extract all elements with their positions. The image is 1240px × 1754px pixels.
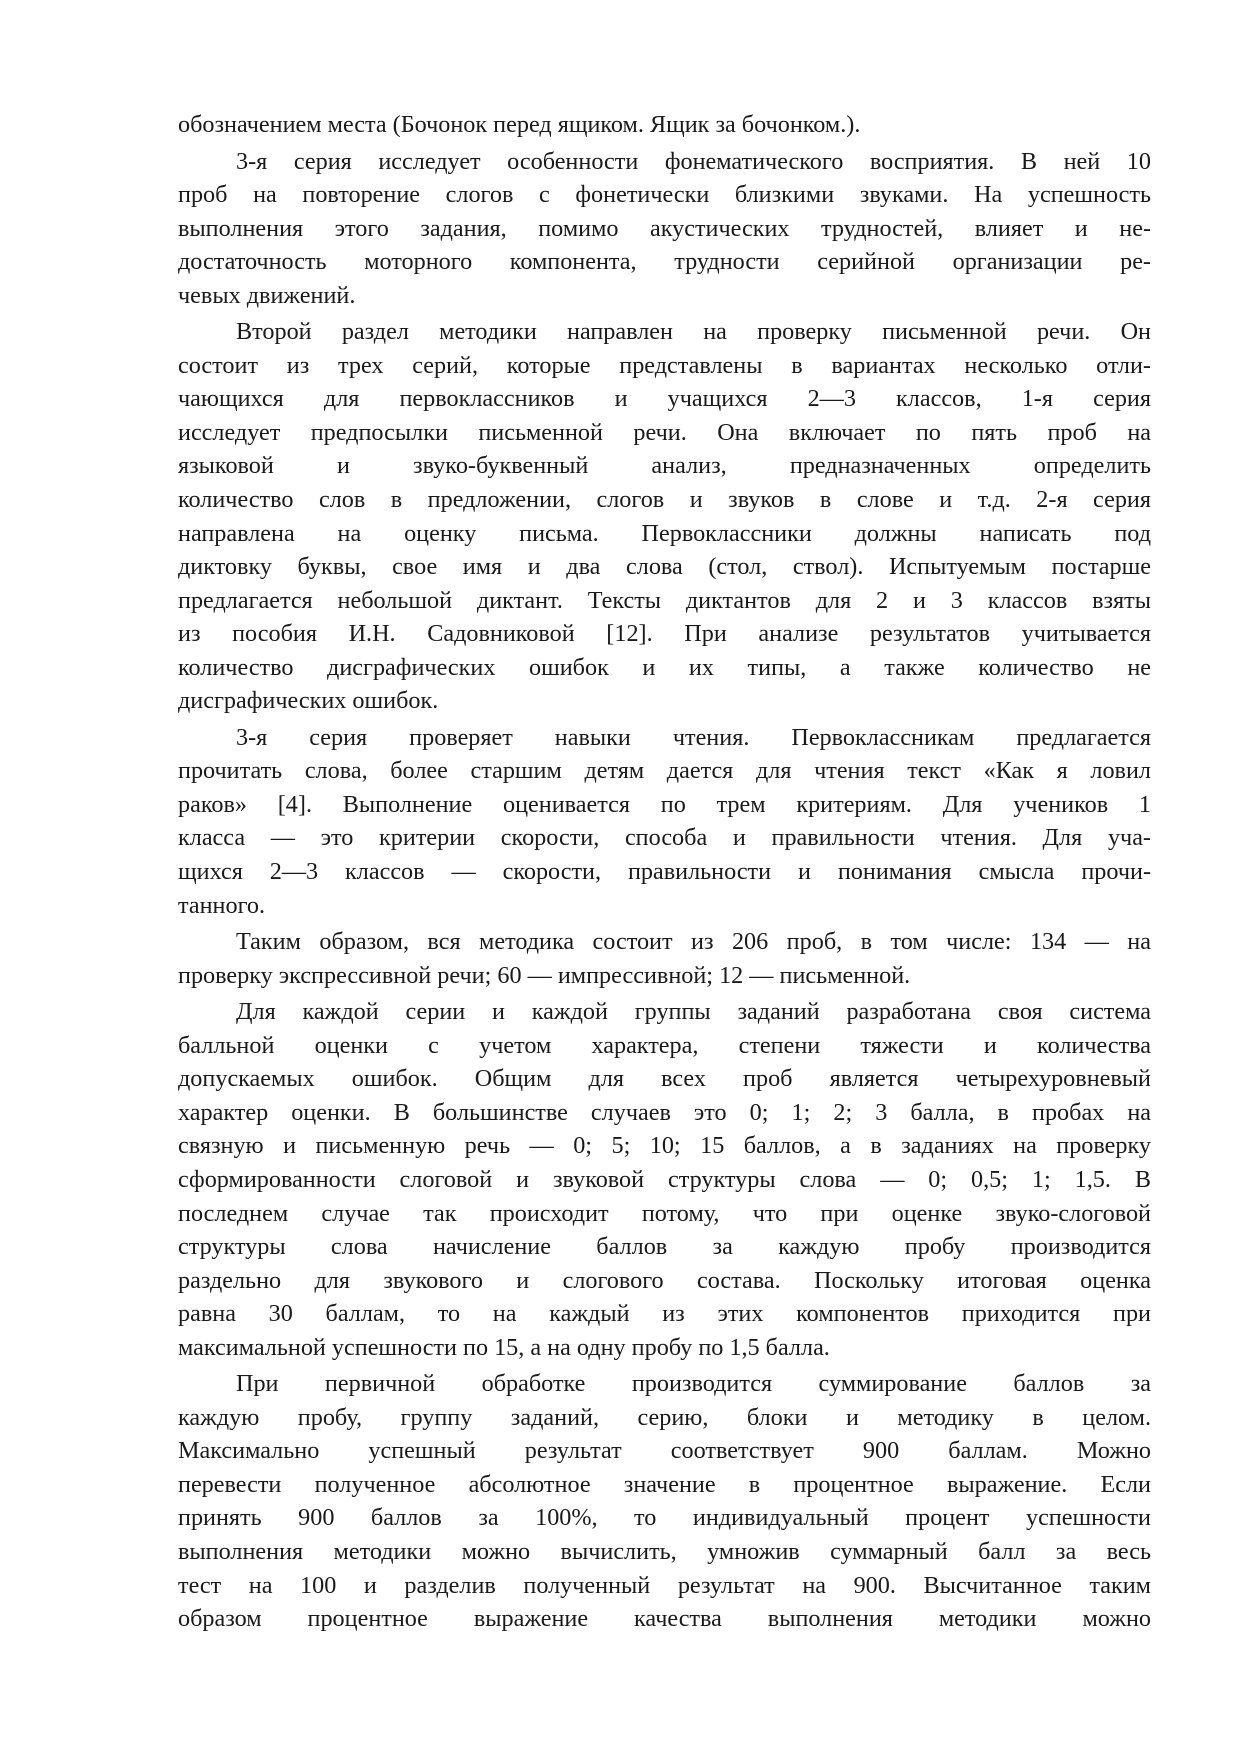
- text-line: проверку экспрессивной речи; 60 — импрессивной; 12 — письменной.: [178, 961, 911, 989]
- text-line: танного.: [178, 891, 266, 919]
- paragraph: [178, 108, 1151, 142]
- text-line: количество слов в предложении, слогов и звуков в слове и т.д. 2-я серия: [178, 486, 1151, 514]
- text-line: чающихся для первоклассников и учащихся 2—3 классов, 1-я серия: [178, 385, 1151, 413]
- text-line: образом процентное выражение качества выполнения методики можно: [178, 1605, 1151, 1633]
- text-line: исследует предпосылки письменной речи. Она включает по пять проб на: [178, 418, 1151, 446]
- text-line: из пособия И.Н. Садовниковой [12]. При анализе результатов учитывается: [178, 620, 1151, 648]
- text-line: прочитать слова, более старшим детям дается для чтения текст «Как я ловил: [178, 757, 1151, 785]
- text-line: максимальной успешности по 15, а на одну пробу по 1,5 балла.: [178, 1333, 830, 1361]
- text-line: класса — это критерии скорости, способа и правильности чтения. Для уча-: [178, 824, 1151, 852]
- text-line: равна 30 баллам, то на каждый из этих компонентов приходится при: [178, 1300, 1151, 1328]
- text-line: языковой и звуко-буквенный анализ, предназначенных определить: [178, 452, 1151, 480]
- text-line: достаточность моторного компонента, трудности серийной организации ре-: [178, 248, 1151, 276]
- text-line: 3-я серия проверяет навыки чтения. Первоклассникам предлагается: [236, 723, 1151, 751]
- text-line: характер оценки. В большинстве случаев это 0; 1; 2; 3 балла, в пробах на: [178, 1098, 1151, 1126]
- text-line: Для каждой серии и каждой группы заданий разработана своя система: [236, 998, 1151, 1026]
- text-line: количество дисграфических ошибок и их типы, а также количество не: [178, 653, 1151, 681]
- text-line: обозначением места (Бочонок перед ящиком. Ящик за бочонком.).: [178, 111, 861, 138]
- text-line: 3-я серия исследует особенности фонематического восприятия. В ней 10: [236, 147, 1151, 175]
- text-line: допускаемых ошибок. Общим для всех проб является четырехуровневый: [178, 1065, 1151, 1093]
- text-line: выполнения этого задания, помимо акустических трудностей, влияет и не-: [178, 214, 1151, 242]
- text-line: перевести полученное абсолютное значение в процентное выражение. Если: [178, 1470, 1151, 1498]
- text-line: балльной оценки с учетом характера, степени тяжести и количества: [178, 1031, 1151, 1059]
- paragraph: [178, 145, 1151, 313]
- text-line: Максимально успешный результат соответствует 900 баллам. Можно: [178, 1437, 1151, 1465]
- text-line: каждую пробу, группу заданий, серию, блоки и методику в целом.: [178, 1403, 1151, 1431]
- text-line: проб на повторение слогов с фонетически близкими звуками. На успешность: [178, 181, 1151, 209]
- text-line: тест на 100 и разделив полученный результат на 900. Высчитанное таким: [178, 1571, 1151, 1599]
- text-line: последнем случае так происходит потому, что при оценке звуко-слоговой: [178, 1199, 1151, 1227]
- paragraph: [178, 925, 1151, 992]
- text-line: сформированности слоговой и звуковой структуры слова — 0; 0,5; 1; 1,5. В: [178, 1165, 1151, 1193]
- text-line: направлена на оценку письма. Первоклассники должны написать под: [178, 519, 1151, 547]
- text-line: щихся 2—3 классов — скорости, правильности и понимания смысла прочи-: [178, 858, 1151, 886]
- text-line: раздельно для звукового и слогового состава. Поскольку итоговая оценка: [178, 1266, 1151, 1294]
- text-line: При первичной обработке производится суммирование баллов за: [236, 1370, 1151, 1398]
- text-line: структуры слова начисление баллов за каждую пробу производится: [178, 1233, 1151, 1261]
- text-line: Таким образом, вся методика состоит из 206 проб, в том числе: 134 — на: [236, 928, 1151, 956]
- text-line: Второй раздел методики направлен на проверку письменной речи. Он: [236, 318, 1151, 346]
- paragraph: [178, 1367, 1151, 1635]
- text-line: дисграфических ошибок.: [178, 687, 439, 715]
- paragraph: [178, 995, 1151, 1364]
- text-line: чевых движений.: [178, 281, 356, 309]
- text-line: предлагается небольшой диктант. Тексты диктантов для 2 и 3 классов взяты: [178, 586, 1151, 614]
- paragraph: [178, 721, 1151, 922]
- paragraph: [178, 315, 1151, 718]
- body-text: [178, 108, 1151, 1636]
- text-line: связную и письменную речь — 0; 5; 10; 15 баллов, а в заданиях на проверку: [178, 1132, 1151, 1160]
- text-line: состоит из трех серий, которые представлены в вариантах несколько отли-: [178, 351, 1151, 379]
- text-line: принять 900 баллов за 100%, то индивидуальный процент успешности: [178, 1504, 1151, 1532]
- text-line: выполнения методики можно вычислить, умножив суммарный балл за весь: [178, 1537, 1151, 1565]
- text-line: диктовку буквы, свое имя и два слова (стол, ствол). Испытуемым постарше: [178, 553, 1151, 581]
- text-line: раков» [4]. Выполнение оценивается по трем критериям. Для учеников 1: [178, 790, 1151, 818]
